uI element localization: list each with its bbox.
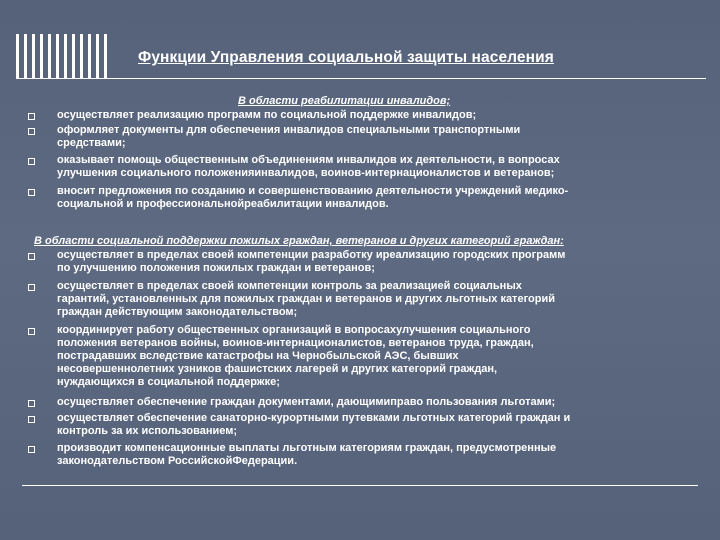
bullet-icon [28, 189, 35, 196]
list-item-line: производит компенсационные выплаты льготным категориям граждан, предусмотренные [57, 442, 557, 454]
list-item [57, 412, 570, 438]
list-item [57, 154, 560, 180]
bullet-icon [28, 284, 35, 291]
list-item [57, 442, 556, 468]
list-item-line: положения ветеранов войны, воинов-интернационалистов, ветеранов труда, граждан, [57, 337, 534, 349]
list-item-line: несовершеннолетних узников фашистских лагерей и других категорий граждан, [57, 363, 498, 375]
list-item [57, 280, 555, 319]
bullet-icon [28, 253, 35, 260]
rehab-heading: В области реабилитации инвалидов; [238, 95, 451, 107]
list-item-line: осуществляет обеспечение санаторно-курортными путевками льготных категорий граждан и [57, 412, 571, 424]
list-item-line: вносит предложения по созданию и совершенствованию деятельности учреждений медико- [57, 185, 569, 197]
bullet-icon [28, 400, 35, 407]
list-item-line: оказывает помощь общественным объединениям инвалидов их деятельности, в вопросах [57, 154, 560, 166]
list-item-line: нуждающихся в социальной поддержке; [57, 376, 280, 388]
list-item-line: осуществляет обеспечение граждан документами, дающимиправо пользования льготами; [57, 396, 556, 408]
list-item-line: пострадавших вследствие катастрофы на Чернобыльской АЭС, бывших [57, 350, 459, 362]
list-item [57, 324, 534, 389]
list-item-line: осуществляет реализацию программ по социальной поддержке инвалидов; [57, 109, 477, 121]
list-item-line: по улучшению положения пожилых граждан и ветеранов; [57, 262, 375, 274]
list-item-line: осуществляет в пределах своей компетенции контроль за реализацией социальных [57, 280, 522, 292]
list-item-line: координирует работу общественных организаций в вопросахулучшения социального [57, 324, 531, 336]
list-item [57, 185, 568, 211]
list-item [57, 249, 565, 275]
slide-title: Функции Управления социальной защиты населения [138, 49, 554, 66]
list-item-line: граждан действующим законодательством; [57, 306, 298, 318]
list-item-line: социальной и профессиональнойреабилитации инвалидов. [57, 198, 389, 210]
list-item-line: улучшения социального положенияинвалидов, воинов-интернационалистов и ветеранов; [57, 167, 555, 179]
bullet-icon [28, 446, 35, 453]
list-item-line: гарантий, установленных для пожилых граждан и ветеранов и других льготных категорий [57, 293, 555, 305]
bullet-icon [28, 128, 35, 135]
list-item [57, 124, 520, 150]
list-item-line: средствами; [57, 137, 126, 149]
list-item-line: осуществляет в пределах своей компетенции разработку иреализацию городских программ [57, 249, 566, 261]
list-item [57, 109, 476, 122]
list-item-line: оформляет документы для обеспечения инвалидов специальными транспортными [57, 124, 521, 136]
list-item-line: контроль за их использованием; [57, 425, 238, 437]
bullet-icon [28, 158, 35, 165]
bullet-icon [28, 416, 35, 423]
list-item-line: законодательством РоссийскойФедерации. [57, 455, 298, 467]
bullet-icon [28, 328, 35, 335]
top-divider-line [16, 78, 706, 79]
list-item [57, 396, 555, 409]
bullet-icon [28, 113, 35, 120]
bottom-divider-line [22, 485, 698, 486]
support-heading: В области социальной поддержки пожилых граждан, ветеранов и других категорий граждан: [34, 235, 564, 247]
